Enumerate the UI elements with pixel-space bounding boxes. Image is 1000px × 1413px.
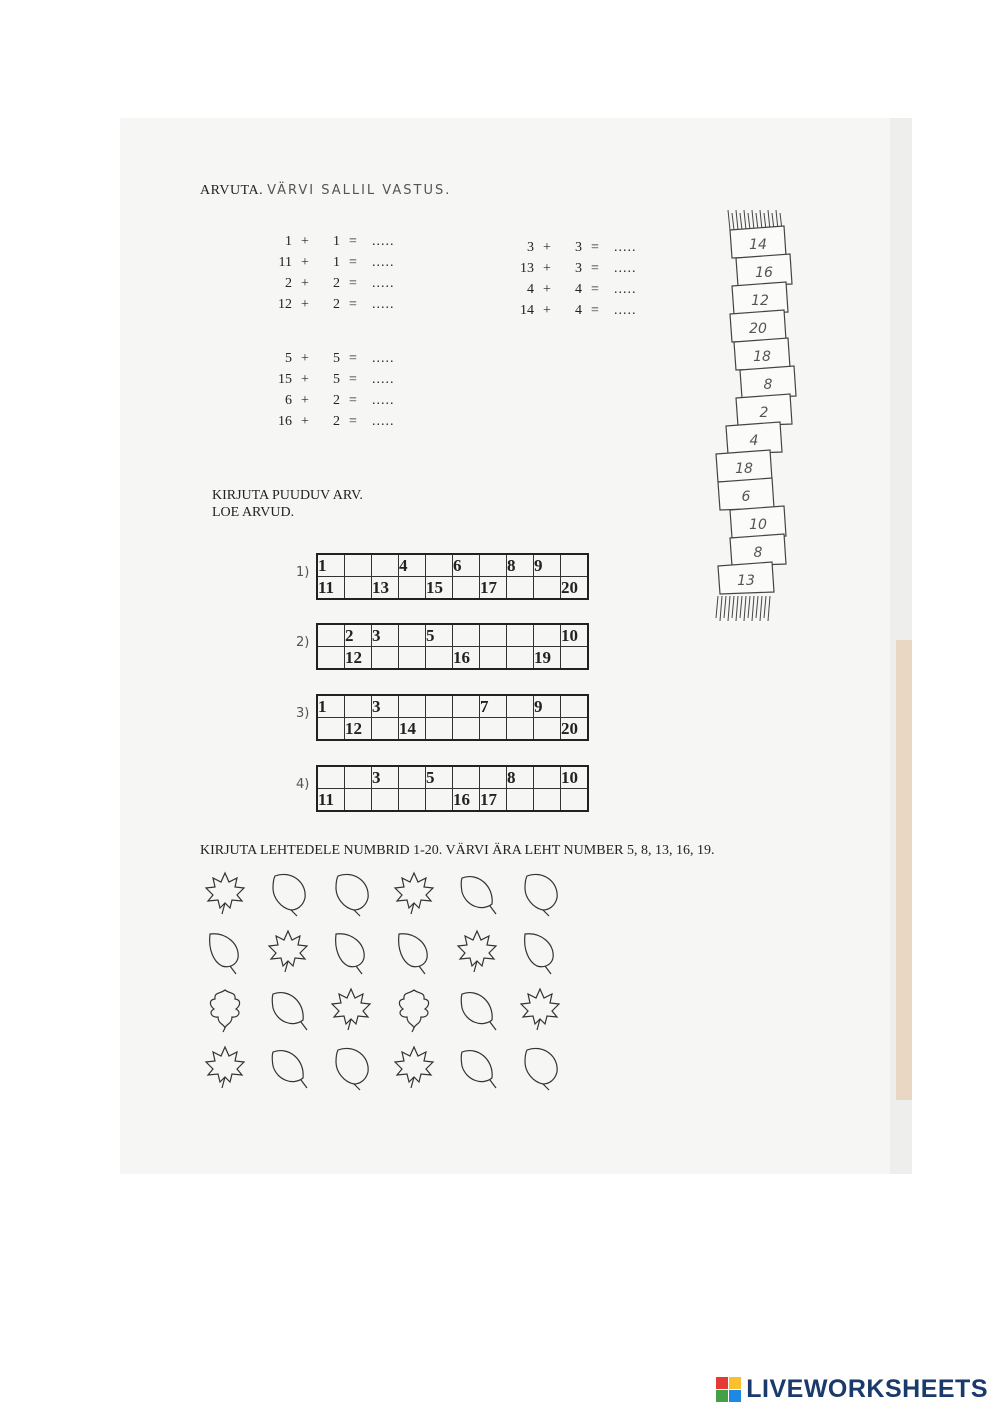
equation-row: [266, 372, 406, 388]
scarf-number: 12: [751, 293, 769, 309]
grid-cell: 17: [480, 789, 507, 812]
grid-cell: 16: [453, 789, 480, 812]
grid-cell: 16: [453, 647, 480, 670]
grid-cell[interactable]: [345, 577, 372, 600]
equation-b: 1: [333, 255, 340, 270]
grid-cell[interactable]: [507, 577, 534, 600]
title-print: ARVUTA.: [200, 183, 264, 198]
scarf-fringe: [728, 210, 730, 230]
equation-op: +: [543, 261, 551, 276]
grid-cell: 17: [480, 577, 507, 600]
grid-cell: 8: [507, 554, 534, 577]
grid-cell[interactable]: [507, 789, 534, 812]
grid-cell[interactable]: [399, 577, 426, 600]
leaf-cell[interactable]: [263, 926, 313, 976]
equation-a: 4: [527, 282, 534, 297]
grid-cell[interactable]: [399, 766, 426, 789]
scarf-fringe: [732, 596, 734, 618]
equation-row: [266, 351, 406, 367]
scarf-fringe: [768, 596, 770, 621]
grid-cell[interactable]: [534, 577, 561, 600]
oval-leaf-icon: [452, 1042, 502, 1092]
equation-b: 3: [575, 261, 582, 276]
equation-row: [508, 282, 648, 298]
scarf-fringe: [724, 596, 726, 618]
leaf-cell[interactable]: [263, 984, 313, 1034]
birch-leaf-icon: [326, 868, 376, 918]
grid-row: [317, 718, 588, 741]
leaf-cell[interactable]: [389, 1042, 439, 1092]
grid-cell[interactable]: [453, 766, 480, 789]
round-leaf-icon: [200, 926, 250, 976]
equation-b: 5: [333, 351, 340, 366]
grid-row: [317, 789, 588, 812]
grid-cell: 2: [345, 624, 372, 647]
grid-row: [317, 647, 588, 670]
grid-cell[interactable]: [453, 624, 480, 647]
equation-b: 4: [575, 303, 582, 318]
grid-cell[interactable]: [426, 647, 453, 670]
equation-dots: .....: [372, 414, 395, 429]
grid-cell: 7: [480, 695, 507, 718]
grid-cell[interactable]: [345, 554, 372, 577]
birch-leaf-icon: [326, 1042, 376, 1092]
grid-cell[interactable]: [372, 789, 399, 812]
scarf-fringe: [740, 596, 742, 618]
equation-op: +: [543, 282, 551, 297]
grid-cell[interactable]: [453, 718, 480, 741]
scarf-fringe: [744, 210, 746, 230]
oak-leaf-icon: [200, 984, 250, 1034]
scarf-fringe: [740, 213, 742, 230]
grid-cell[interactable]: [399, 789, 426, 812]
grid-cell[interactable]: [480, 554, 507, 577]
grid-cell[interactable]: [317, 766, 345, 789]
grid-cell[interactable]: [399, 624, 426, 647]
leaf-cell[interactable]: [326, 984, 376, 1034]
oval-leaf-icon: [263, 984, 313, 1034]
grid-cell[interactable]: [534, 718, 561, 741]
scarf-fringe: [764, 596, 766, 618]
grid-cell: 12: [345, 718, 372, 741]
grid-label: 2): [296, 635, 310, 650]
scarf-fringe: [736, 210, 738, 230]
scarf-number: 10: [749, 517, 767, 533]
title-handwritten: VÄRVI SALLIL VASTUS.: [267, 183, 452, 198]
grid-cell: 1: [317, 554, 345, 577]
equation-op: +: [301, 351, 309, 366]
grid-cell[interactable]: [372, 718, 399, 741]
grid-cell[interactable]: [480, 766, 507, 789]
section3-title: KIRJUTA LEHTEDELE NUMBRID 1-20. VÄRVI ÄRA LEHT NUMBER 5, 8, 13, 16, 19.: [200, 843, 715, 858]
equation-row: [266, 393, 406, 409]
equation-op: +: [301, 255, 309, 270]
grid-cell[interactable]: [426, 554, 453, 577]
equation-a: 11: [278, 255, 292, 270]
grid-label: 4): [296, 777, 310, 792]
grid-cell[interactable]: [372, 554, 399, 577]
leaf-cell[interactable]: [515, 926, 565, 976]
grid-cell[interactable]: [507, 624, 534, 647]
worksheet-title: [200, 183, 451, 199]
grid-cell[interactable]: [453, 577, 480, 600]
round-leaf-icon: [389, 926, 439, 976]
equation-b: 5: [333, 372, 340, 387]
equation-op: +: [301, 414, 309, 429]
grid-cell[interactable]: [317, 718, 345, 741]
leaf-cell[interactable]: [263, 868, 313, 918]
grid-cell[interactable]: [426, 695, 453, 718]
equation-eq: =: [349, 414, 357, 429]
leaf-cell[interactable]: [515, 868, 565, 918]
grid-cell[interactable]: [561, 789, 589, 812]
maple-leaf-icon: [200, 1042, 250, 1092]
scarf-fringe: [748, 596, 750, 618]
equation-eq: =: [349, 372, 357, 387]
scarf-number: 14: [749, 237, 767, 253]
equation-b: 2: [333, 297, 340, 312]
grid-cell: 19: [534, 647, 561, 670]
leaf-cell[interactable]: [200, 984, 250, 1034]
equation-op: +: [543, 240, 551, 255]
maple-leaf-icon: [263, 926, 313, 976]
scarf-number: 13: [737, 573, 755, 589]
equation-b: 4: [575, 282, 582, 297]
grid-cell: 11: [317, 789, 345, 812]
maple-leaf-icon: [326, 984, 376, 1034]
equation-op: +: [301, 393, 309, 408]
equation-row: [508, 303, 648, 319]
leaf-cell[interactable]: [389, 868, 439, 918]
equation-a: 13: [520, 261, 534, 276]
section2-line2: LOE ARVUD.: [212, 505, 295, 520]
scarf-fringe: [752, 596, 754, 621]
grid-cell: 6: [453, 554, 480, 577]
number-grid: [316, 694, 589, 741]
scarf-number: 6: [741, 489, 751, 505]
grid-cell: 10: [561, 766, 589, 789]
grid-cell[interactable]: [534, 789, 561, 812]
leaf-cell[interactable]: [326, 868, 376, 918]
leaf-grid: [200, 868, 578, 1100]
leaf-cell[interactable]: [452, 984, 502, 1034]
grid-cell[interactable]: [372, 647, 399, 670]
scarf-fringe: [748, 213, 750, 230]
equation-dots: .....: [614, 282, 637, 297]
grid-cell[interactable]: [480, 624, 507, 647]
grid-cell: 1: [317, 695, 345, 718]
equation-eq: =: [349, 276, 357, 291]
grid-cell: 9: [534, 695, 561, 718]
grid-cell: 14: [399, 718, 426, 741]
equation-row: [508, 261, 648, 277]
equation-dots: .....: [372, 234, 395, 249]
equation-b: 3: [575, 240, 582, 255]
equation-eq: =: [591, 282, 599, 297]
equation-dots: .....: [372, 393, 395, 408]
equation-a: 16: [278, 414, 292, 429]
grid-cell: 11: [317, 577, 345, 600]
grid-cell[interactable]: [507, 695, 534, 718]
leaf-cell[interactable]: [326, 1042, 376, 1092]
birch-leaf-icon: [515, 868, 565, 918]
maple-leaf-icon: [200, 868, 250, 918]
grid-cell[interactable]: [561, 647, 589, 670]
equation-a: 5: [285, 351, 292, 366]
grid-cell: 12: [345, 647, 372, 670]
equation-a: 14: [520, 303, 534, 318]
grid-cell: 5: [426, 624, 453, 647]
equation-row: [266, 276, 406, 292]
equation-a: 3: [527, 240, 534, 255]
equation-eq: =: [349, 393, 357, 408]
grid-cell: 5: [426, 766, 453, 789]
grid-cell: 8: [507, 766, 534, 789]
equation-eq: =: [591, 261, 599, 276]
equation-b: 2: [333, 276, 340, 291]
leaf-cell[interactable]: [200, 926, 250, 976]
grid-cell: 4: [399, 554, 426, 577]
scarf-number: 2: [759, 405, 769, 421]
equation-row: [266, 234, 406, 250]
section2-title: [212, 487, 363, 521]
leaf-cell[interactable]: [326, 926, 376, 976]
grid-cell[interactable]: [561, 695, 589, 718]
equation-a: 2: [285, 276, 292, 291]
grid-row: [317, 624, 588, 647]
grid-cell[interactable]: [534, 624, 561, 647]
scarf-fringe: [756, 596, 758, 618]
grid-cell: 10: [561, 624, 589, 647]
grid-cell[interactable]: [426, 789, 453, 812]
equation-eq: =: [349, 351, 357, 366]
grid-cell[interactable]: [345, 766, 372, 789]
leaf-cell[interactable]: [452, 1042, 502, 1092]
equation-a: 15: [278, 372, 292, 387]
leaf-cell[interactable]: [452, 926, 502, 976]
equation-row: [266, 297, 406, 313]
equation-dots: .....: [614, 303, 637, 318]
equation-eq: =: [591, 240, 599, 255]
oval-leaf-icon: [452, 868, 502, 918]
liveworksheets-logo: [716, 1375, 988, 1404]
equation-op: +: [543, 303, 551, 318]
scarf-number: 20: [749, 321, 767, 337]
grid-cell[interactable]: [507, 647, 534, 670]
scarf-fringe: [744, 596, 746, 621]
leaf-cell[interactable]: [452, 868, 502, 918]
grid-cell[interactable]: [345, 789, 372, 812]
equation-eq: =: [349, 255, 357, 270]
logo-icon: [716, 1377, 742, 1403]
equation-eq: =: [349, 234, 357, 249]
equation-row: [266, 255, 406, 271]
scarf-fringe: [732, 213, 734, 230]
oval-leaf-icon: [452, 984, 502, 1034]
scarf-fringe: [720, 596, 722, 621]
grid-row: [317, 577, 588, 600]
scarf-number: 8: [753, 545, 763, 561]
equation-row: [508, 240, 648, 256]
scarf-fringe: [728, 596, 730, 621]
number-grid: [316, 553, 589, 600]
grid-cell[interactable]: [399, 695, 426, 718]
scarf-number: 18: [735, 461, 753, 477]
section2-line1: KIRJUTA PUUDUV ARV.: [212, 488, 363, 503]
leaf-cell[interactable]: [200, 868, 250, 918]
equation-dots: .....: [372, 372, 395, 387]
grid-cell[interactable]: [399, 647, 426, 670]
desk-edge: [896, 640, 912, 1100]
equation-dots: .....: [614, 261, 637, 276]
grid-cell[interactable]: [453, 695, 480, 718]
equation-eq: =: [349, 297, 357, 312]
grid-cell[interactable]: [317, 624, 345, 647]
grid-cell[interactable]: [426, 718, 453, 741]
equation-a: 1: [285, 234, 292, 249]
equation-a: 12: [278, 297, 292, 312]
grid-cell[interactable]: [317, 647, 345, 670]
grid-label: 1): [296, 565, 310, 580]
equation-dots: .....: [372, 351, 395, 366]
leaf-cell[interactable]: [515, 984, 565, 1034]
oval-leaf-icon: [263, 1042, 313, 1092]
scarf-fringe: [716, 596, 718, 618]
scarf-fringe: [760, 210, 762, 230]
equation-op: +: [301, 276, 309, 291]
leaf-cell[interactable]: [389, 926, 439, 976]
grid-cell: 20: [561, 577, 589, 600]
equation-dots: .....: [372, 297, 395, 312]
grid-cell[interactable]: [480, 718, 507, 741]
round-leaf-icon: [515, 926, 565, 976]
equation-dots: .....: [372, 255, 395, 270]
number-grid: [316, 623, 589, 670]
grid-cell[interactable]: [345, 695, 372, 718]
logo-text: LIVEWORKSHEETS: [746, 1375, 988, 1403]
grid-row: [317, 695, 588, 718]
scarf-number: 4: [749, 433, 759, 449]
birch-leaf-icon: [515, 1042, 565, 1092]
birch-leaf-icon: [263, 868, 313, 918]
scarf-fringe: [736, 596, 738, 621]
equation-row: [266, 414, 406, 430]
scarf-number: 8: [763, 377, 773, 393]
maple-leaf-icon: [515, 984, 565, 1034]
round-leaf-icon: [326, 926, 376, 976]
equation-op: +: [301, 297, 309, 312]
equation-a: 6: [285, 393, 292, 408]
leaf-cell[interactable]: [200, 1042, 250, 1092]
number-grid: [316, 765, 589, 812]
leaf-cell[interactable]: [263, 1042, 313, 1092]
leaf-cell[interactable]: [389, 984, 439, 1034]
scarf-illustration: [700, 200, 810, 640]
maple-leaf-icon: [452, 926, 502, 976]
grid-cell: 3: [372, 766, 399, 789]
scarf-number: 18: [753, 349, 771, 365]
grid-cell[interactable]: [480, 647, 507, 670]
grid-cell[interactable]: [534, 766, 561, 789]
grid-cell[interactable]: [561, 554, 589, 577]
equation-dots: .....: [614, 240, 637, 255]
scarf-fringe: [760, 596, 762, 621]
grid-row: [317, 766, 588, 789]
equation-b: 1: [333, 234, 340, 249]
leaf-cell[interactable]: [515, 1042, 565, 1092]
grid-label: 3): [296, 706, 310, 721]
scarf-number: 16: [755, 265, 773, 281]
maple-leaf-icon: [389, 1042, 439, 1092]
grid-cell: 9: [534, 554, 561, 577]
grid-cell: 3: [372, 695, 399, 718]
equation-dots: .....: [372, 276, 395, 291]
scarf-fringe: [752, 210, 754, 230]
oak-leaf-icon: [389, 984, 439, 1034]
grid-cell: 20: [561, 718, 589, 741]
equation-eq: =: [591, 303, 599, 318]
equation-op: +: [301, 234, 309, 249]
grid-cell: 15: [426, 577, 453, 600]
grid-cell: 13: [372, 577, 399, 600]
grid-row: [317, 554, 588, 577]
maple-leaf-icon: [389, 868, 439, 918]
equation-b: 2: [333, 393, 340, 408]
equation-op: +: [301, 372, 309, 387]
equation-b: 2: [333, 414, 340, 429]
grid-cell[interactable]: [507, 718, 534, 741]
grid-cell: 3: [372, 624, 399, 647]
